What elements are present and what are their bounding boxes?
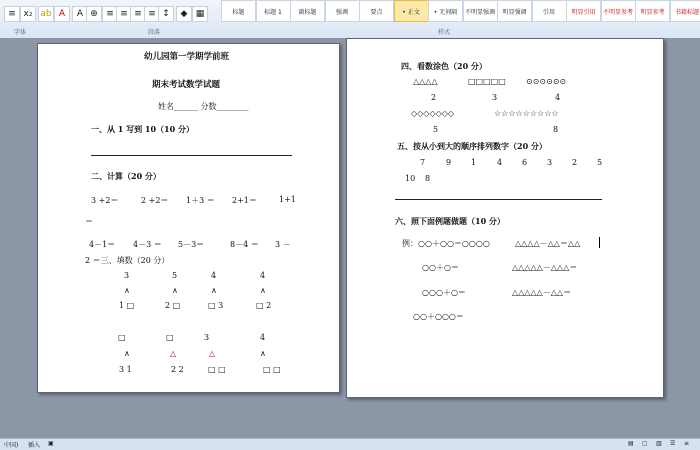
text-cursor <box>599 237 600 248</box>
style-gallery-item[interactable]: 引用 <box>532 0 567 22</box>
strikethrough-button[interactable]: x₂ <box>20 6 36 22</box>
tree-caret: ∧ <box>124 286 130 295</box>
calc-item: 4－1＝ <box>89 239 115 250</box>
calc-item: 5－3＝ <box>178 239 204 250</box>
tree-bottom: 1 □ <box>119 301 134 310</box>
style-gallery-item[interactable]: 不明显强调 <box>463 0 498 22</box>
document-workspace[interactable] <box>0 38 700 438</box>
exercise-left: ○○＋○＝ <box>422 262 459 273</box>
exercise-left: ○○＋○○○＝ <box>413 311 464 322</box>
draft-view-icon[interactable]: ≡ <box>684 440 689 447</box>
style-gallery-item[interactable]: 不明显参考 <box>601 0 636 22</box>
insert-mode-indicator[interactable]: 插入 <box>28 440 40 449</box>
sequence-number: 6 <box>522 158 527 167</box>
char-border-button[interactable]: A <box>72 6 88 22</box>
sequence-number: 4 <box>497 158 502 167</box>
shape-group: ◇◇◇◇◇◇◇ <box>411 109 454 118</box>
tree-top: 4 <box>211 271 216 280</box>
tree-caret: ∧ <box>172 286 178 295</box>
example-left: 例：○○＋○○＝○○○○ <box>402 238 490 249</box>
tree-caret: ∧ <box>260 286 266 295</box>
sequence-number: 2 <box>572 158 577 167</box>
calc-item: 2 +2＝ <box>141 195 168 206</box>
calc-item: 1+1 <box>279 195 296 204</box>
sequence-number: 9 <box>446 158 451 167</box>
sequence-number: 7 <box>420 158 425 167</box>
tree-top: □ <box>118 333 126 342</box>
language-indicator[interactable]: 中国) <box>4 440 18 449</box>
exercise-right: △△△△△－△△△＝ <box>512 262 577 273</box>
tree-caret: △ <box>209 349 215 358</box>
tree-bottom: □ 3 <box>208 301 223 310</box>
style-gallery-item[interactable]: 明显强调 <box>497 0 532 22</box>
highlight-button[interactable]: ab <box>38 6 54 22</box>
page-1 <box>37 43 340 393</box>
style-gallery-item[interactable]: 明显引用 <box>566 0 601 22</box>
exercise-right: △△△△△－△△＝ <box>512 287 571 298</box>
shading-button[interactable]: ◆ <box>176 6 192 22</box>
styles-group-label: 样式 <box>438 27 450 36</box>
shape-count: 2 <box>431 93 436 102</box>
section6-heading: 六、照下面例题做题（10 分） <box>395 216 505 227</box>
style-gallery-item[interactable]: • 无间隔 <box>428 0 463 22</box>
shape-count: 4 <box>555 93 560 102</box>
section3-heading: 2 ＝三、填数（20 分） <box>85 255 169 266</box>
calc-item-continuation: ＝ <box>85 216 93 227</box>
section1-heading: 一、从 1 写到 10（10 分） <box>91 124 194 135</box>
shape-group: □□□□□ <box>468 77 506 86</box>
page-title: 幼儿园第一学期学前班 <box>144 50 229 62</box>
align-center-button[interactable]: ≡ <box>116 6 132 22</box>
paragraph-group-label: 段落 <box>148 27 160 36</box>
tree-bottom: □ 2 <box>256 301 271 310</box>
style-gallery-item[interactable]: 明显参考 <box>635 0 670 22</box>
tree-bottom: □ □ <box>208 365 226 374</box>
shape-group: △△△△ <box>413 77 438 86</box>
tree-bottom: □ □ <box>263 365 281 374</box>
writing-line <box>91 155 292 156</box>
calc-item: 2+1＝ <box>232 195 257 206</box>
sequence-number: 3 <box>547 158 552 167</box>
full-screen-view-icon[interactable]: ▢ <box>642 440 648 447</box>
shape-group: ☆☆☆☆☆☆☆☆☆ <box>494 109 559 118</box>
tree-top: 3 <box>204 333 209 342</box>
style-gallery-item[interactable]: 强调 <box>325 0 360 22</box>
sequence-number: 1 <box>471 158 476 167</box>
style-gallery-item[interactable]: • 正文 <box>394 0 429 22</box>
name-score-line: 姓名______ 分数________ <box>158 101 249 112</box>
bold-button[interactable]: ≡ <box>4 6 20 22</box>
macro-icon[interactable]: ▣ <box>48 440 54 447</box>
font-group-label: 字体 <box>14 27 26 36</box>
page-2 <box>346 38 664 398</box>
web-view-icon[interactable]: ▥ <box>656 440 662 447</box>
tree-bottom: 3 1 <box>119 365 132 374</box>
style-gallery-item[interactable]: 书籍标题 <box>670 0 700 22</box>
line-spacing-button[interactable]: ↕ <box>158 6 174 22</box>
sequence-number: 8 <box>425 174 430 183</box>
tree-top: 5 <box>172 271 177 280</box>
tree-caret: ∧ <box>211 286 217 295</box>
sequence-number: 10 <box>405 174 415 183</box>
style-gallery-item[interactable]: 标题 1 <box>256 0 291 22</box>
tree-top: 4 <box>260 333 265 342</box>
tree-top: 4 <box>260 271 265 280</box>
page-subtitle: 期末考试数学试题 <box>152 78 220 90</box>
exercise-left: ○○○＋○＝ <box>422 287 466 298</box>
borders-button[interactable]: ▦ <box>192 6 208 22</box>
tree-caret: ∧ <box>260 349 266 358</box>
sequence-number: 5 <box>597 158 602 167</box>
outline-view-icon[interactable]: ☰ <box>670 440 675 447</box>
calc-item: 3 +2＝ <box>91 195 118 206</box>
section5-heading: 五、按从小到大的顺序排列数字（20 分） <box>397 141 547 152</box>
style-gallery-item[interactable]: 副标题 <box>290 0 325 22</box>
tree-caret: ∧ <box>124 349 130 358</box>
calc-item: 8－4 ＝ <box>230 239 259 250</box>
enclose-char-button[interactable]: ⊕ <box>86 6 102 22</box>
print-layout-view-icon[interactable]: ▤ <box>628 440 634 447</box>
answer-line <box>395 199 602 200</box>
section4-heading: 四、看数涂色（20 分） <box>401 61 487 72</box>
example-right: △△△△－△△＝△△ <box>515 238 580 249</box>
shape-count: 8 <box>553 125 558 134</box>
calc-item: 3 － <box>275 239 291 250</box>
align-left-button[interactable]: ≡ <box>102 6 118 22</box>
ribbon <box>0 0 700 39</box>
shape-count: 5 <box>433 125 438 134</box>
tree-top: 3 <box>124 271 129 280</box>
align-right-button[interactable]: ≡ <box>130 6 146 22</box>
justify-button[interactable]: ≡ <box>144 6 160 22</box>
status-bar <box>0 438 700 450</box>
tree-top: □ <box>166 333 174 342</box>
shape-count: 3 <box>492 93 497 102</box>
tree-bottom: 2 □ <box>165 301 180 310</box>
tree-caret: △ <box>170 349 176 358</box>
font-color-button[interactable]: A <box>54 6 70 22</box>
tree-bottom: 2 2 <box>171 365 184 374</box>
calc-item: 1＋3 ＝ <box>186 195 215 206</box>
section2-heading: 二、计算（20 分） <box>91 171 161 182</box>
calc-item: 4－3 ＝ <box>133 239 162 250</box>
style-gallery-item[interactable]: 标题 <box>221 0 256 22</box>
style-gallery-item[interactable]: 要点 <box>359 0 394 22</box>
shape-group: ⊙⊙⊙⊙⊙⊙ <box>526 77 566 86</box>
